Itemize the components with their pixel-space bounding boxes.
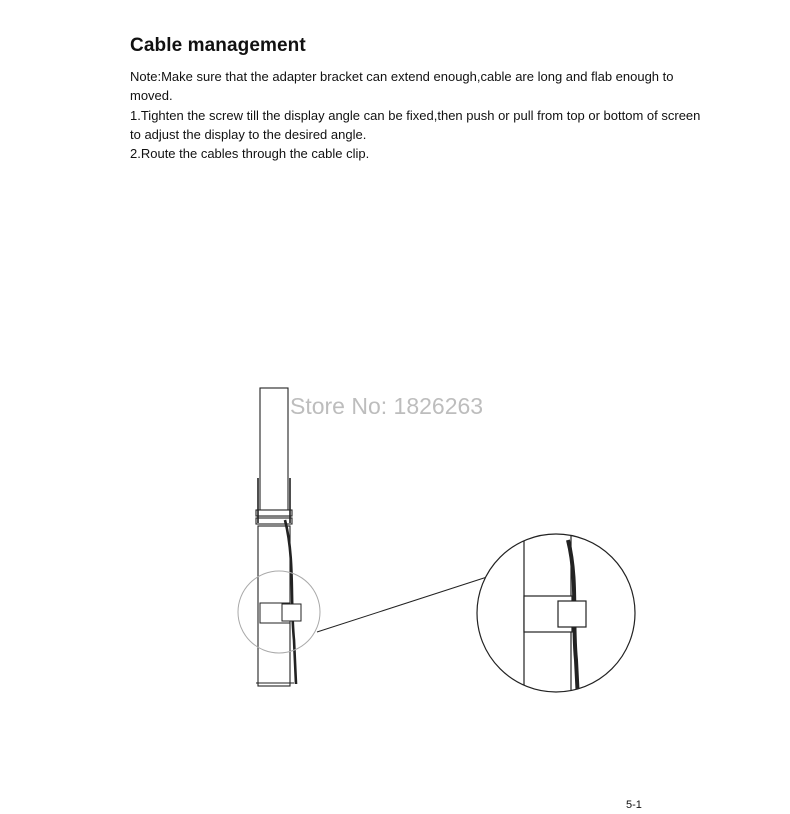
step-2-paragraph: 2.Route the cables through the cable clip. <box>130 146 370 162</box>
step-1-paragraph: 1.Tighten the screw till the display angle can be fixed,then push or pull from top or bottom of screen to adjust the display to the desired angle. <box>130 107 701 142</box>
page-title: Cable management <box>130 35 306 56</box>
page-number: 5-1 <box>626 799 642 811</box>
note-paragraph: Note:Make sure that the adapter bracket can extend enough,cable are long and flab enough to moved. <box>130 69 674 104</box>
zoom-detail <box>477 520 637 710</box>
cable-clip <box>260 603 301 623</box>
leader-line <box>317 577 487 632</box>
store-watermark: Store No: 1826263 <box>290 393 484 419</box>
